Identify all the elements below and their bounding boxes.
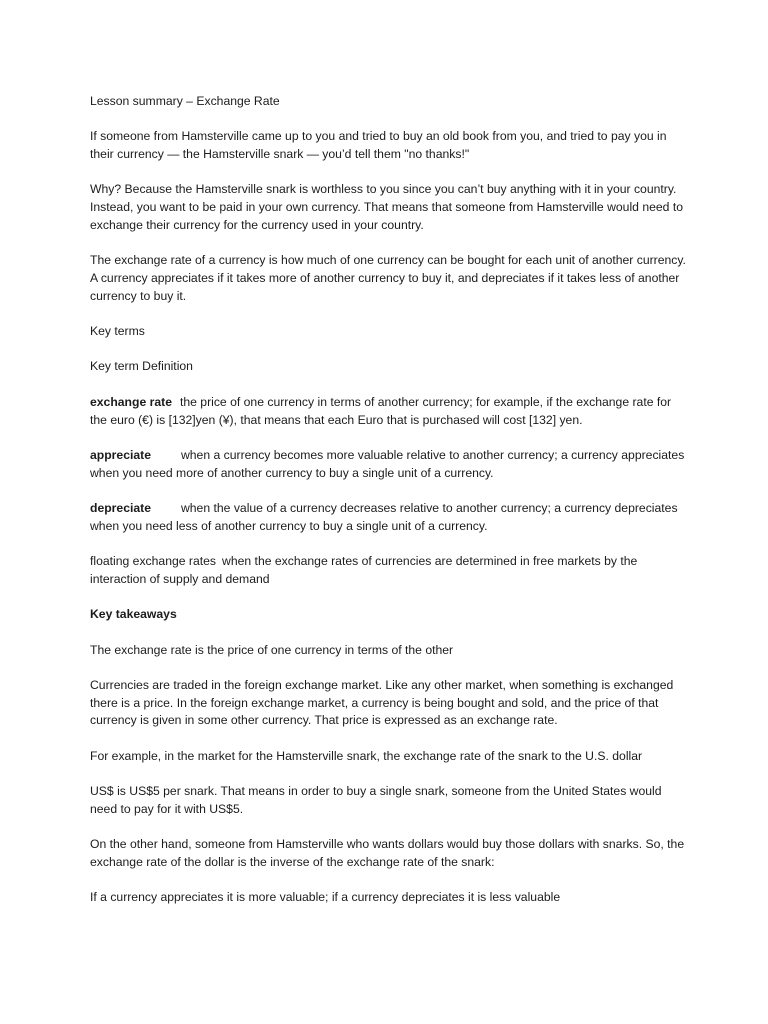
takeaway-paragraph-5: On the other hand, someone from Hamsterville who wants dollars would buy those dollars with snarks. So, the exchange rate of the dollar is the inverse of the exchange rate of the snark: [90,837,685,869]
term-definition: when the value of a currency decreases relative to another currency; a currency depreciates when you need less of another currency to buy a single unit of a currency. [90,501,678,533]
takeaway-paragraph-4: US$ is US$5 per snark. That means in order to buy a single snark, someone from the United States would need to pay for it with US$5. [90,784,662,816]
term-entry-depreciate [90,500,690,535]
term-definition: when a currency becomes more valuable relative to another currency; a currency appreciates when you need more of another currency to buy a single unit of a currency. [90,447,685,480]
term-entry-exchange-rate [90,394,690,429]
key-terms-table-header: Key term Definition [90,359,193,374]
takeaway-paragraph-6: If a currency appreciates it is more valuable; if a currency depreciates it is less valuable [90,890,561,905]
intro-paragraph-1: If someone from Hamsterville came up to you and tried to buy an old book from you, and tried to pay you in their currency — the Hamsterville snark — you’d tell them "no thanks!" [90,129,667,162]
term-name: depreciate [90,501,151,516]
takeaway-paragraph-3: For example, in the market for the Hamsterville snark, the exchange rate of the snark to the U.S. dollar [90,748,643,763]
document-title: Lesson summary – Exchange Rate [90,94,280,108]
key-terms-heading: Key terms [90,324,145,339]
key-takeaways-heading: Key takeaways [90,607,177,622]
term-entry-appreciate [90,447,690,482]
intro-paragraph-2: Why? Because the Hamsterville snark is worthless to you since you can’t buy anything with it in your country. Instead, you want to be paid in your own currency. That means that someone from Hamsterville would need to exchange their currency for the currency used in your country. [90,182,683,232]
takeaway-paragraph-2: Currencies are traded in the foreign exchange market. Like any other market, when something is exchanged there is a price. In the foreign exchange market, a currency is being bought and sold, and the price of that currency is given in some other currency. That price is expressed as an exchange rate. [90,678,674,728]
term-definition: the price of one currency in terms of another currency; for example, if the exchange rate for the euro (€) is [132]yen (¥), that means that each Euro that is purchased will cost [132] yen. [90,394,672,427]
term-name: appreciate [90,447,151,462]
document-page [90,93,690,925]
term-name: floating exchange rates [90,554,217,569]
takeaway-paragraph-1: The exchange rate is the price of one currency in terms of the other [90,642,454,657]
term-definition: when the exchange rates of currencies are determined in free markets by the interaction of supply and demand [90,554,638,586]
intro-paragraph-3: The exchange rate of a currency is how much of one currency can be bought for each unit of another currency. A currency appreciates if it takes more of another currency to buy it, and depreciates if it takes less of another currency to buy it. [90,253,686,303]
term-name: exchange rate [90,394,172,409]
term-entry-floating-exchange-rates [90,553,690,588]
